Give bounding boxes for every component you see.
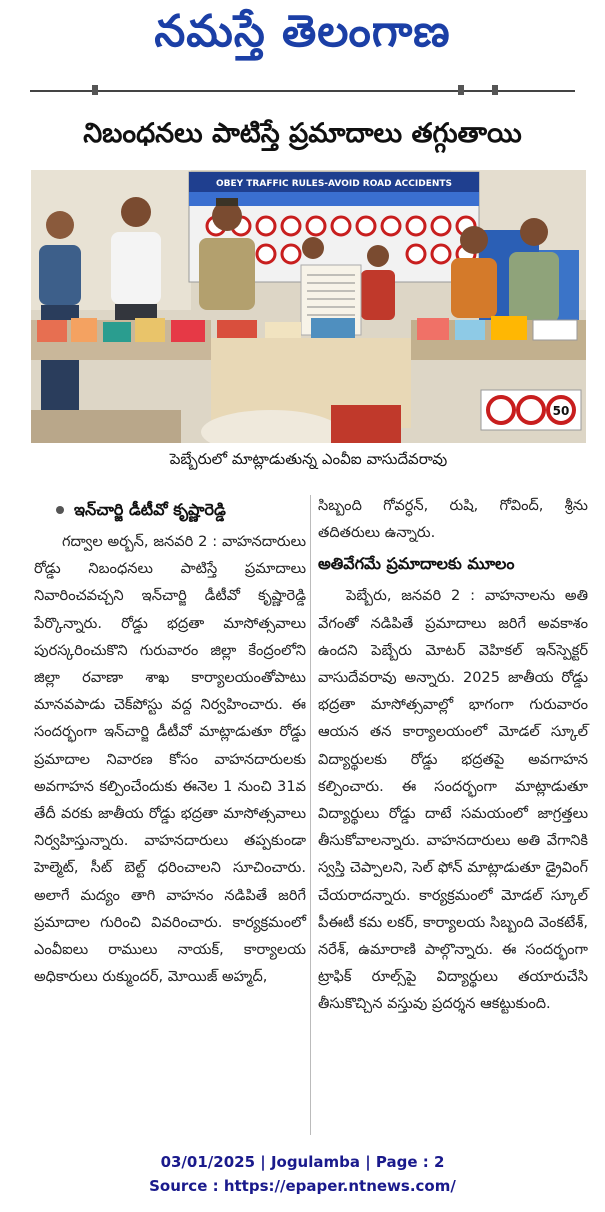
masthead [0, 0, 605, 96]
footer-source: Source : https://epaper.ntnews.com/ [149, 1177, 456, 1195]
photo-illustration [31, 170, 586, 443]
masthead-tick [492, 85, 498, 95]
masthead-tick [92, 85, 98, 95]
article-right-column [318, 492, 588, 1018]
article-photo [31, 170, 586, 443]
left-body: గద్వాల అర్బన్, జనవరి 2 : వాహనదారులు రోడ్డు నిబంధనలు పాటిస్తే ప్రమాదాలు నివారించవచ్చని ఇన్‌చార్జి డీటీవో కృష్ణారెడ్డి పేర్కొన్నారు. రోడ్డు భద్రతా మాసోత్సవాలు పురస్కరించుకొని గురువారం జిల్లా కేంద్రంలోని జిల్లా రవాణా శాఖ కార్యాలయంతోపాటు మానవపాడు చెక్‌పోస్టు వద్ద నిర్వహించారు. ఈ సందర్భంగా ఇన్‌చార్జి డీటీవో మాట్లాడుతూ రోడ్డు ప్రమాదాల నివారణ కోసం వాహనదారులకు అవగాహన కల్పించేందుకు ఈనెల 1 నుంచి 31వ తేదీ వరకు జాతీయ రోడ్డు భద్రతా మాసోత్సవాలు నిర్వహిస్తున్నారు. వాహనదారులు తప్పకుండా హెల్మెట్, సీట్ బెల్ట్ ధరించాలని సూచించారు. అలాగే మద్యం తాగి వాహనం నడిపితే జరిగే ప్రమాదాల గురించి వివరించారు. కార్యక్రమంలో ఎంవీఐలు రాములు నాయక్, కార్యాలయ అధికారులు రుక్ముందర్, మోయిజ్ అహ్మద్, [34, 533, 306, 986]
article-headline: నిబంధనలు పాటిస్తే ప్రమాదాలు తగ్గుతాయి [83, 118, 522, 149]
right-continuation: సిబ్బంది గోవర్ధన్, రుషి, గోవింద్, శ్రీను తదితరులు ఉన్నారు. [318, 497, 588, 542]
article-left-column [34, 492, 306, 990]
footer-date-edition: 03/01/2025 | Jogulamba | Page : 2 [160, 1153, 445, 1171]
right-subhead: అతివేగమే ప్రమాదాలకు మూలం [318, 554, 515, 574]
banner-text: OBEY TRAFFIC RULES-AVOID ROAD ACCIDENTS [215, 179, 453, 189]
masthead-title: నమస్తే తెలంగాణ [154, 6, 451, 57]
left-subhead-text: ఇన్‌చార్జి డీటీవో కృష్ణారెడ్డి [74, 500, 226, 519]
photo-caption: పెబ్బేరులో మాట్లాడుతున్న ఎంవీఐ వాసుదేవరావు [169, 450, 448, 468]
bullet-icon [56, 506, 64, 514]
speed-sign-text: 50 [552, 404, 570, 418]
column-divider [310, 495, 311, 1135]
page-footer [0, 1150, 605, 1198]
left-subhead [34, 492, 306, 528]
right-body: పెబ్బేరు, జనవరి 2 : వాహనాలను అతి వేగంతో నడిపితే ప్రమాదాలు జరిగే అవకాశం ఉందని పెబ్బేరు మోటర్ వెహికల్ ఇన్‌స్పెక్టర్ వాసుదేవరావు అన్నారు. 2025 జాతీయ రోడ్డు భద్రతా మాసోత్సవాల్లో భాగంగా గురువారం ఆయన తన కార్యాలయంలో మోడల్ స్కూల్ విద్యార్థులకు రోడ్డు భద్రతపై అవగాహన కల్పించారు. ఈ సందర్భంగా మాట్లాడుతూ విద్యార్థులు రోడ్డు దాటే సమయంలో జాగ్రత్తలు తీసుకోవాలన్నారు. వాహనదారులు అతి వేగానికి స్వస్తి చెప్పాలని, సెల్ ఫోన్ మాట్లాడుతూ డ్రైవింగ్ చేయరాదన్నారు. కార్యక్రమంలో మోడల్ స్కూల్ పీఈటీ కమ లకర్, కార్యాలయ సిబ్బంది వెంకటేశ్, నరేశ్, ఉమారాణి పాల్గొన్నారు. ఈ సందర్భంగా ట్రాఫిక్ రూల్స్‌పై విద్యార్థులు తయారుచేసి తీసుకొచ్చిన వస్తువు ప్రదర్శన ఆకట్టుకుంది. [318, 587, 588, 1013]
masthead-tick [458, 85, 464, 95]
